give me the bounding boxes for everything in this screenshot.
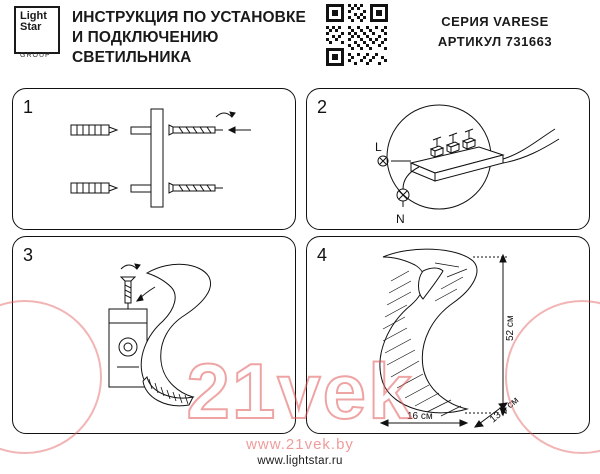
step-2-panel bbox=[306, 88, 590, 230]
dimension-width: 16 см bbox=[407, 411, 433, 422]
step-4-illustration bbox=[307, 237, 589, 433]
watermark-text: 21vek bbox=[186, 347, 414, 435]
logo-line-2: Star bbox=[20, 21, 42, 33]
wiring-label-live: L bbox=[375, 140, 382, 154]
dimension-depth: 13,5 см bbox=[487, 394, 522, 426]
step-1-number: 1 bbox=[23, 97, 34, 117]
dimension-height: 52 см bbox=[505, 315, 516, 341]
step-3-number: 3 bbox=[23, 245, 34, 265]
wiring-label-neutral: N bbox=[396, 212, 405, 226]
step-1-panel bbox=[12, 88, 296, 230]
qr-code-icon bbox=[324, 2, 390, 68]
logo-line-1: Light bbox=[20, 10, 47, 22]
step-1-illustration bbox=[13, 89, 295, 229]
step-3-panel bbox=[12, 236, 296, 434]
footer-site: www.lightstar.ru bbox=[257, 455, 343, 467]
logo-wordmark bbox=[20, 11, 47, 33]
step-4-number: 4 bbox=[317, 245, 328, 265]
watermark-subtext: www.21vek.by bbox=[246, 436, 354, 453]
lightstar-logo bbox=[14, 6, 66, 64]
step-4-panel bbox=[306, 236, 590, 434]
logo-group-text: GROUP bbox=[20, 52, 51, 59]
document-header bbox=[0, 0, 600, 72]
product-article: АРТИКУЛ 731663 bbox=[437, 34, 553, 49]
step-3-illustration bbox=[13, 237, 295, 433]
page-title: ИНСТРУКЦИЯ ПО УСТАНОВКЕ И ПОДКЛЮЧЕНИЮ СВЕТИЛЬНИКА bbox=[72, 9, 306, 66]
product-series: СЕРИЯ VARESE bbox=[441, 14, 549, 29]
step-2-number: 2 bbox=[317, 97, 328, 117]
step-2-illustration bbox=[307, 89, 589, 229]
